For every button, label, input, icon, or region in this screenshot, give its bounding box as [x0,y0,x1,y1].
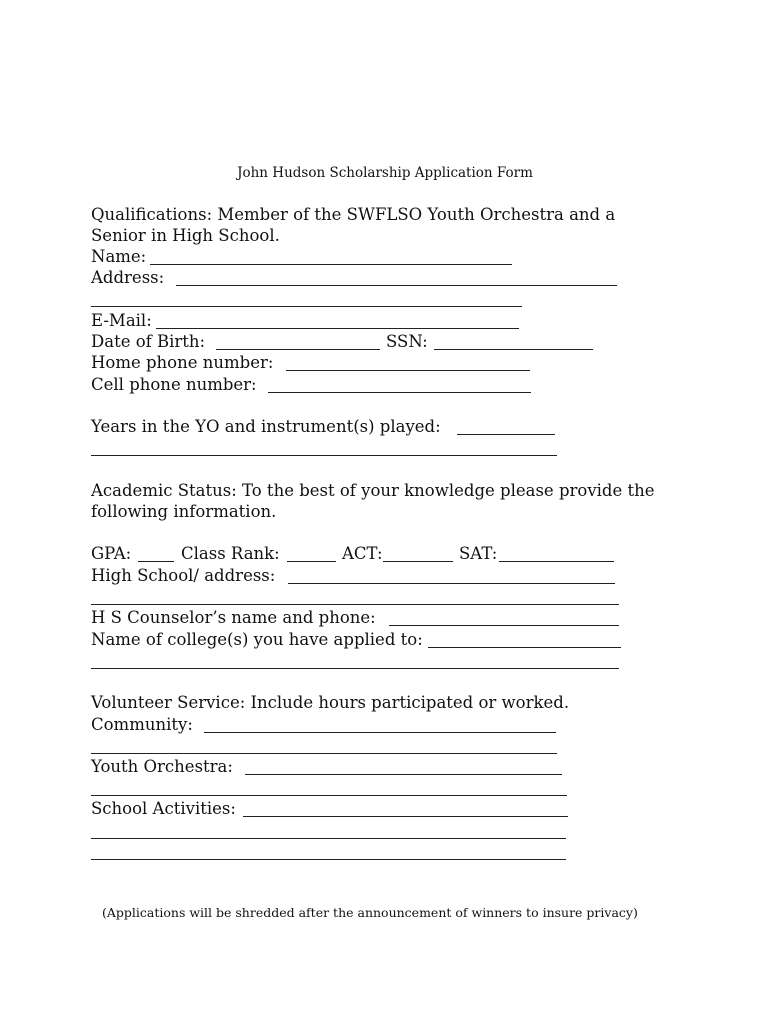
school-activities-line-3[interactable] [91,859,566,860]
act-label: ACT: [342,544,383,563]
counselor-label: H S Counselor’s name and phone: [91,608,376,627]
cell-phone-line[interactable] [268,392,531,393]
years-yo-label: Years in the YO and instrument(s) played: [91,417,441,436]
ssn-line[interactable] [434,349,593,350]
school-activities-label: School Activities: [91,799,236,818]
high-school-line-1[interactable] [288,583,615,584]
email-label: E-Mail: [91,311,152,330]
sat-label: SAT: [459,544,498,563]
cell-phone-label: Cell phone number: [91,375,257,394]
school-activities-line-2[interactable] [91,838,566,839]
form-title: John Hudson Scholarship Application Form [237,165,533,181]
colleges-line-2[interactable] [91,668,619,669]
years-yo-line-2[interactable] [91,455,557,456]
class-rank-line[interactable] [287,561,336,562]
youth-orchestra-label: Youth Orchestra: [91,757,233,776]
name-line[interactable] [150,264,512,265]
high-school-label: High School/ address: [91,566,276,585]
ssn-label: SSN: [386,332,428,351]
volunteer-service-label: Volunteer Service: Include hours participated or worked. [91,693,570,712]
sat-line[interactable] [499,561,614,562]
address-label: Address: [91,268,165,287]
dob-label: Date of Birth: [91,332,206,351]
high-school-line-2[interactable] [91,604,619,605]
qualifications-line-2: Senior in High School. [91,226,280,245]
school-activities-line-1[interactable] [243,816,568,817]
home-phone-label: Home phone number: [91,353,274,372]
qualifications-line-1: Qualifications: Member of the SWFLSO Youth Orchestra and a [91,205,616,224]
class-rank-label: Class Rank: [181,544,280,563]
youth-orchestra-line-2[interactable] [91,795,567,796]
home-phone-line[interactable] [286,370,530,371]
community-line-2[interactable] [91,753,557,754]
gpa-line[interactable] [138,561,174,562]
address-line-1[interactable] [176,285,617,286]
dob-line[interactable] [216,349,380,350]
colleges-label: Name of college(s) you have applied to: [91,630,423,649]
community-label: Community: [91,715,193,734]
youth-orchestra-line-1[interactable] [245,774,562,775]
privacy-footnote: (Applications will be shredded after the announcement of winners to insure privacy) [102,905,638,920]
academic-status-line-2: following information. [91,502,277,521]
colleges-line-1[interactable] [428,647,621,648]
email-line[interactable] [156,328,519,329]
name-label: Name: [91,247,147,266]
address-line-2[interactable] [91,306,522,307]
act-line[interactable] [383,561,453,562]
gpa-label: GPA: [91,544,132,563]
community-line-1[interactable] [204,732,556,733]
years-yo-line-1[interactable] [457,434,555,435]
counselor-line[interactable] [389,625,619,626]
academic-status-line-1: Academic Status: To the best of your knowledge please provide the [91,481,655,500]
